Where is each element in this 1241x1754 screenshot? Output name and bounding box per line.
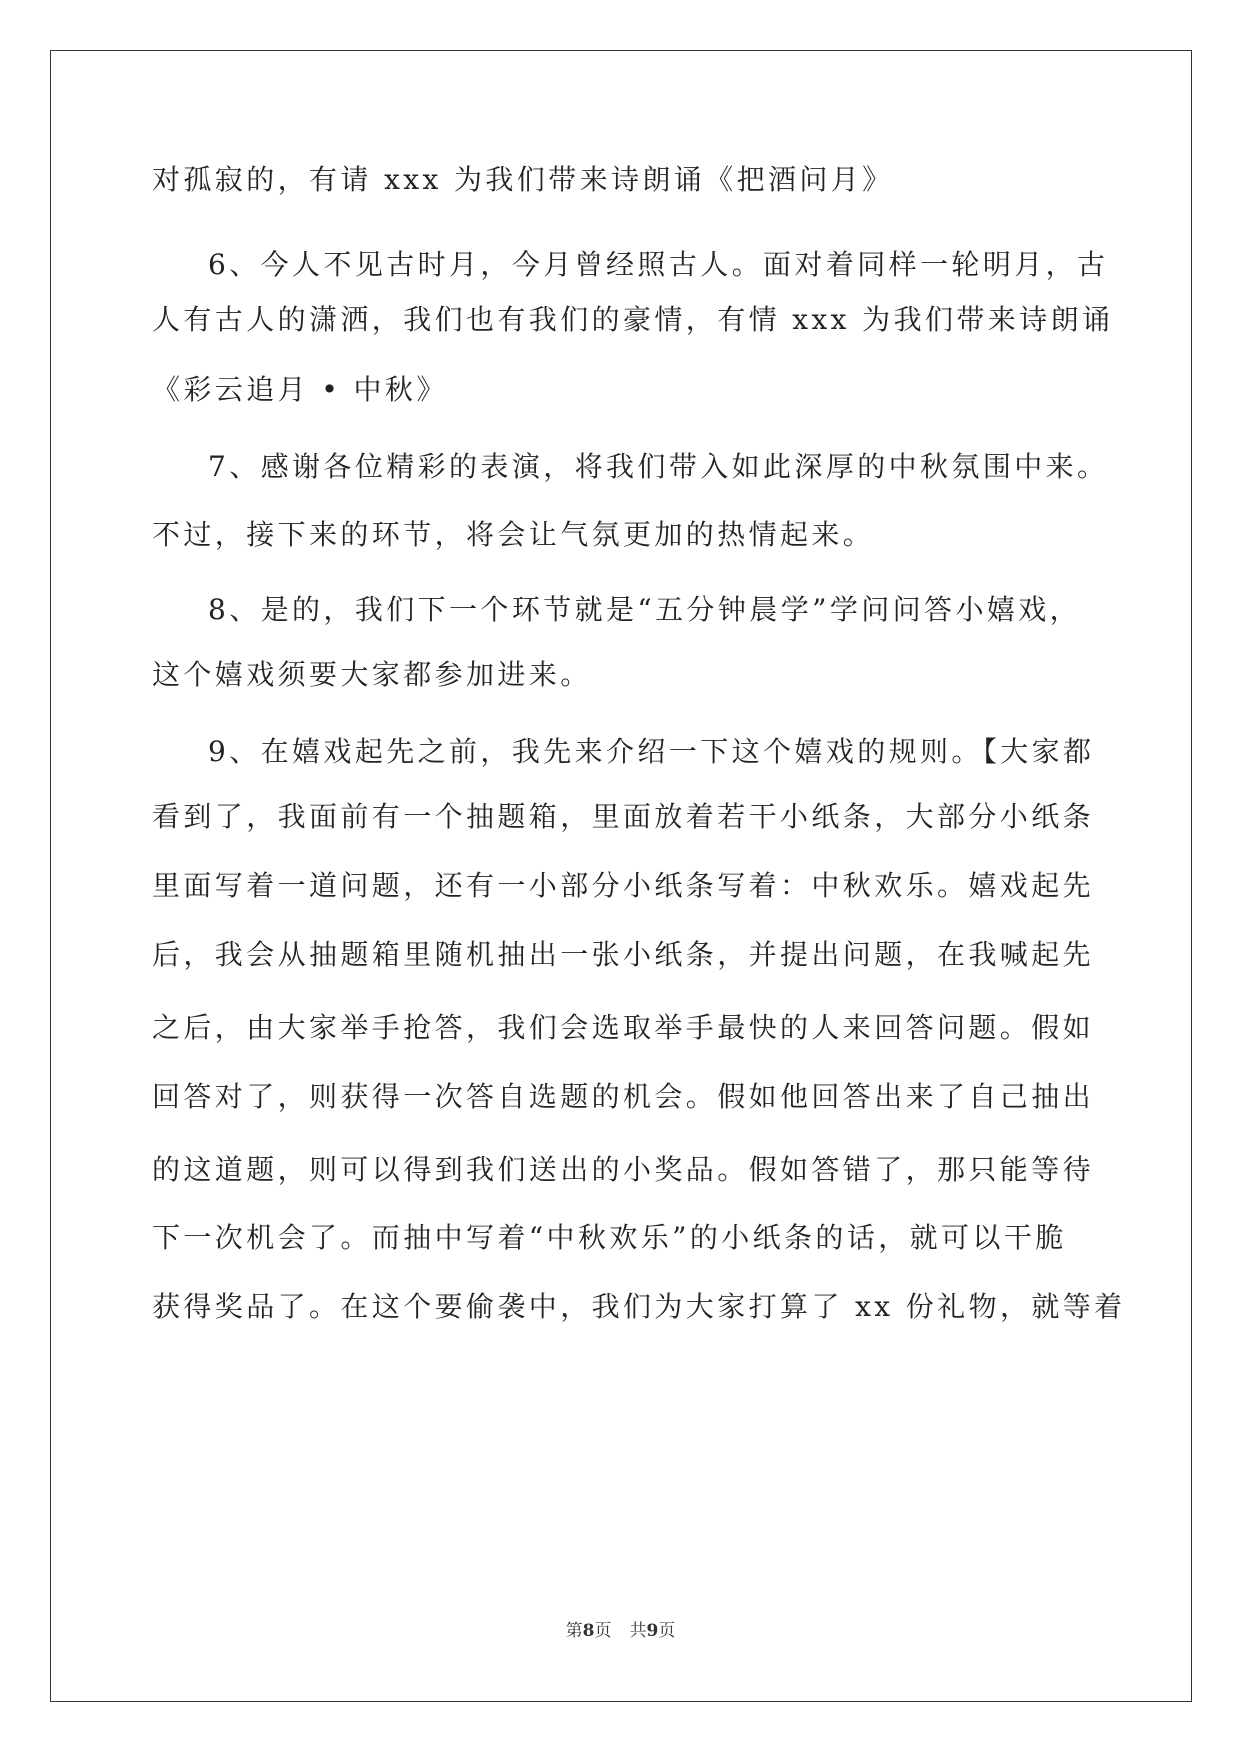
total-prefix: 共 [629, 1621, 647, 1641]
page-suffix: 页 [594, 1621, 612, 1641]
current-page-number: 8 [582, 1621, 595, 1641]
text-line: 《彩云追月 • 中秋》 [152, 373, 448, 406]
text-line: 回答对了，则获得一次答自选题的机会。假如他回答出来了自己抽出 [152, 1080, 1095, 1113]
text-line: 里面写着一道问题，还有一小部分小纸条写着：中秋欢乐。嬉戏起先 [152, 869, 1095, 902]
text-line: 后，我会从抽题箱里随机抽出一张小纸条，并提出问题，在我喊起先 [152, 938, 1095, 971]
text-line: 看到了，我面前有一个抽题箱，里面放着若干小纸条，大部分小纸条 [152, 800, 1095, 833]
text-line: 这个嬉戏须要大家都参加进来。 [152, 658, 592, 691]
paragraph-8-line: 8、是的，我们下一个环节就是“五分钟晨学”学问问答小嬉戏， [208, 593, 1082, 626]
paragraph-6-line: 6、今人不见古时月，今月曾经照古人。面对着同样一轮明月，古 [208, 248, 1109, 281]
text-line: 不过，接下来的环节，将会让气氛更加的热情起来。 [152, 518, 875, 551]
total-page-number: 9 [646, 1621, 659, 1641]
page-prefix: 第 [565, 1621, 583, 1641]
page-footer [0, 1620, 1241, 1642]
text-line: 对孤寂的，有请 xxx 为我们带来诗朗诵《把酒问月》 [152, 163, 894, 196]
text-line: 获得奖品了。在这个要偷袭中，我们为大家打算了 xx 份礼物，就等着 [152, 1290, 1126, 1323]
paragraph-7-line: 7、感谢各位精彩的表演，将我们带入如此深厚的中秋氛围中来。 [208, 450, 1109, 483]
paragraph-9-line: 9、在嬉戏起先之前，我先来介绍一下这个嬉戏的规则。【大家都 [208, 735, 1095, 768]
text-line: 之后，由大家举手抢答，我们会选取举手最快的人来回答问题。假如 [152, 1011, 1095, 1044]
text-line: 下一次机会了。而抽中写着“中秋欢乐”的小纸条的话，就可以干脆 [152, 1221, 1067, 1254]
text-line: 人有古人的潇洒，我们也有我们的豪情，有情 xxx 为我们带来诗朗诵 [152, 303, 1114, 336]
total-suffix: 页 [658, 1621, 676, 1641]
text-line: 的这道题，则可以得到我们送出的小奖品。假如答错了，那只能等待 [152, 1153, 1095, 1186]
